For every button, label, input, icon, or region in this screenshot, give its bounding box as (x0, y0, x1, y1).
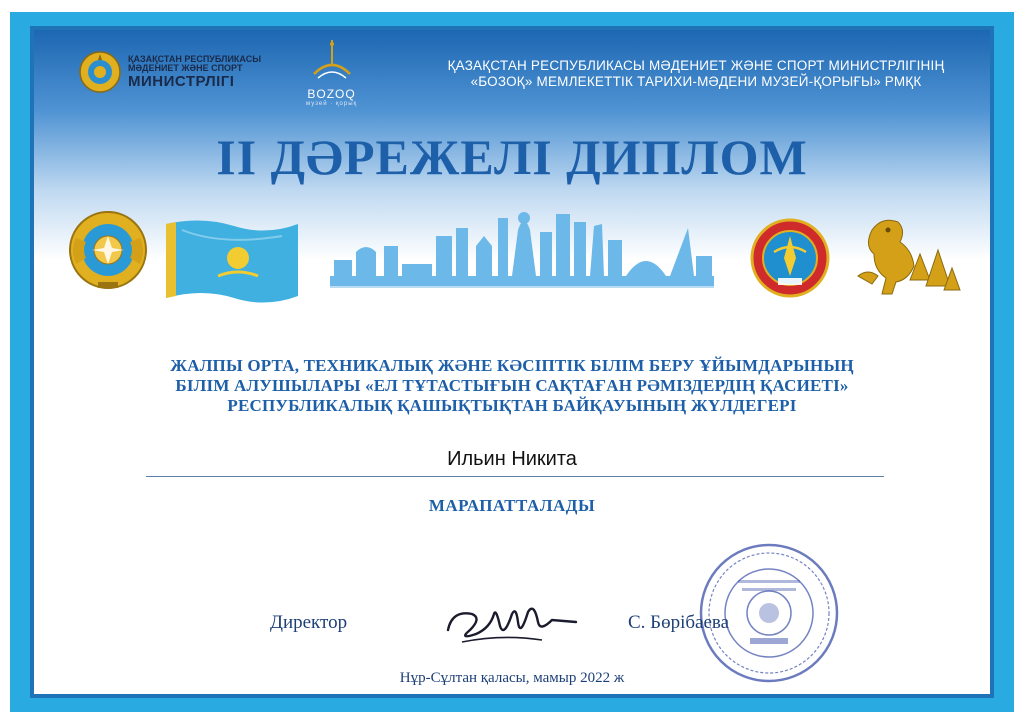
certificate-body (30, 26, 994, 698)
kazakhstan-flag-icon (162, 216, 302, 308)
ministry-line-1: ҚАЗАҚСТАН РЕСПУБЛИКАСЫ (128, 53, 262, 64)
place-date: Нұр-Сұлтан қаласы, мамыр 2022 ж (399, 670, 625, 686)
award-description (34, 356, 990, 416)
bozoq-subtitle: музей · қорық (306, 101, 358, 107)
recipient-underline (146, 476, 884, 477)
award-line-1: ЖАЛПЫ ОРТА, ТЕХНИКАЛЫҚ ЖӘНЕ КӘСІПТІК БІЛІМ БЕРУ ҰЙЫМДАРЫНЫҢ (170, 356, 854, 375)
certificate-frame (10, 12, 1014, 712)
ministry-line-2: МӘДЕНИЕТ ЖӘНЕ СПОРТ (128, 63, 243, 74)
ministry-logo (78, 50, 261, 94)
diploma-title: II ДӘРЕЖЕЛІ ДИПЛОМ (216, 129, 808, 185)
bozoq-name: BOZOQ (307, 87, 356, 101)
director-name: С. Бөрібаева (628, 612, 730, 633)
award-line-3: РЕСПУБЛИКАЛЫҚ ҚАШЫҚТЫҚТАН БАЙҚАУЫНЫҢ ЖҮЛДЕГЕРІ (227, 396, 797, 416)
award-line-2: БІЛІМ АЛУШЫЛАРЫ «ЕЛ ТҰТАСТЫҒЫН САҚТАҒАН РӘМІЗДЕРДІҢ ҚАСИЕТІ» (175, 376, 849, 396)
astana-skyline-icon (326, 206, 718, 302)
recipient-name: Ильин Никита (447, 448, 577, 470)
organization-line-2: «БОЗОҚ» МЕМЛЕКЕТТІК ТАРИХИ-МӘДЕНИ МУЗЕЙ-ҚОРЫҒЫ» РМҚК (470, 74, 922, 90)
signature-icon (442, 592, 582, 654)
bozoq-logo-icon (310, 38, 354, 84)
ministry-line-3: МИНИСТРЛІГІ (128, 72, 235, 90)
director-role: Директор (270, 612, 348, 633)
kazakhstan-emblem-icon (68, 208, 148, 292)
bozoq-logo (306, 38, 357, 107)
kazakhstan-emblem-icon (78, 50, 122, 94)
nursultan-emblem-icon (750, 218, 830, 298)
organization-line-1: ҚАЗАҚСТАН РЕСПУБЛИКАСЫ МӘДЕНИЕТ ЖӘНЕ СПОРТ МИНИСТРЛІГІНІҢ (447, 58, 945, 73)
organization-title (426, 58, 966, 90)
snow-leopard-icon (852, 210, 962, 302)
awarded-label: МАРАПАТТАЛАДЫ (428, 496, 596, 515)
